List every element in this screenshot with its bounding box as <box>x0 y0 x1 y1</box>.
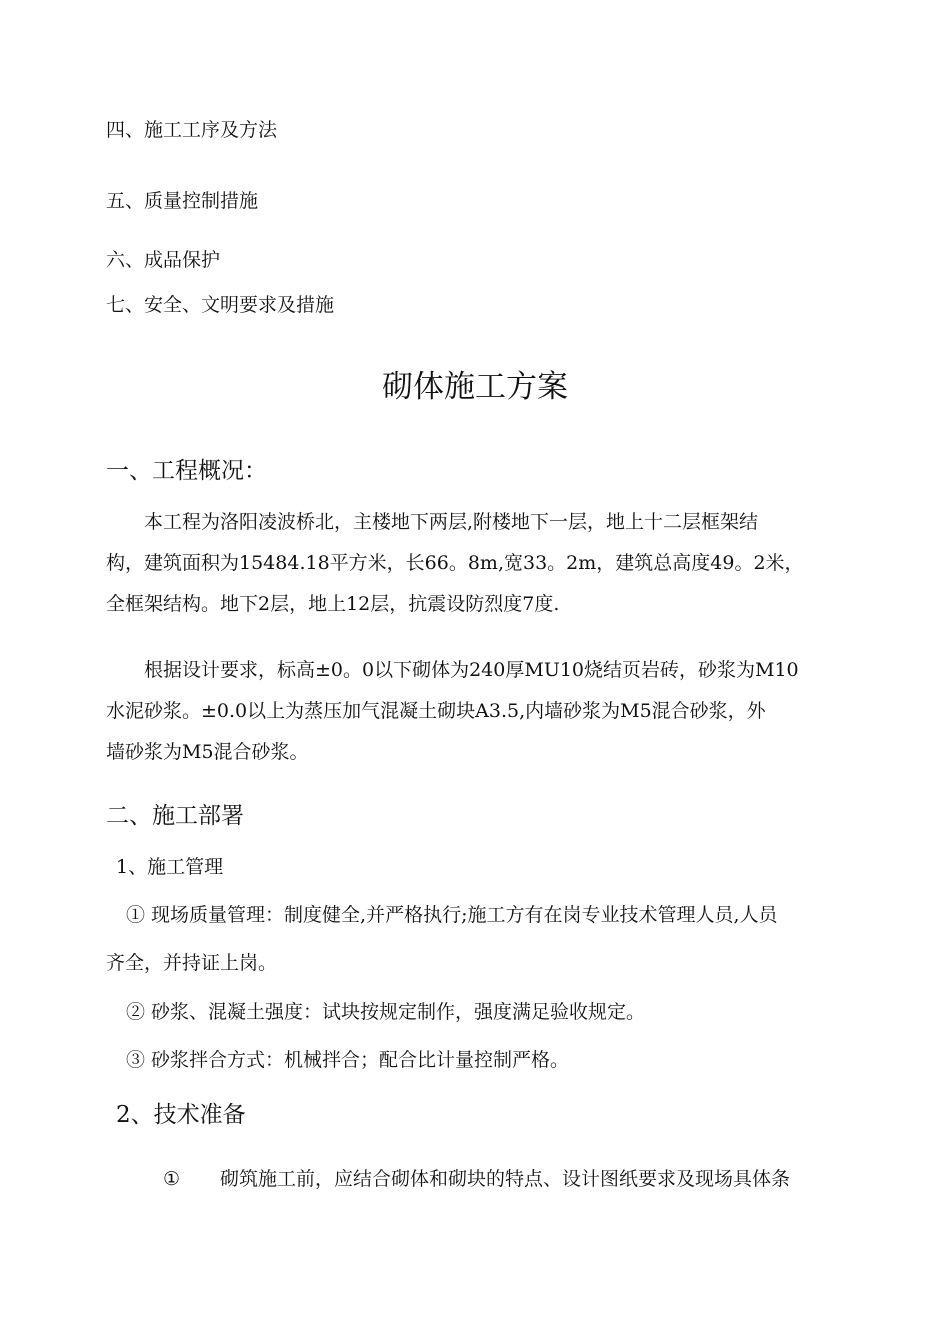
toc-item-5: 五、质量控制措施 <box>106 190 259 212</box>
paragraph-line: 墙砂浆为M5混合砂浆。 <box>106 741 309 763</box>
toc-item-7: 七、安全、文明要求及措施 <box>106 294 335 316</box>
tech-item-text: 砌筑施工前，应结合砌体和砌块的特点、设计图纸要求及现场具体条 <box>220 1168 791 1190</box>
section-heading-deployment: 二、施工部署 <box>106 803 244 829</box>
management-item-1 <box>106 891 842 987</box>
section-heading-overview: 一、工程概况： <box>106 458 267 484</box>
management-item-3 <box>106 1036 842 1084</box>
paragraph-line: 水泥砂浆。±0.0以上为蒸压加气混凝土砌块A3.5,内墙砂浆为M5混合砂浆，外 <box>106 700 766 722</box>
paragraph-line: 全框架结构。地下2层，地上12层，抗震设防烈度7度. <box>106 593 560 615</box>
paragraph-line: 根据设计要求，标高±0。0以下砌体为240厚MU10烧结页岩砖，砂浆为M10 <box>106 659 799 681</box>
toc-item-4: 四、施工工序及方法 <box>106 119 278 141</box>
item-line: ① 现场质量管理：制度健全,并严格执行;施工方有在岗专业技术管理人员,人员 <box>126 904 778 926</box>
tech-item-number: ① <box>163 1168 181 1190</box>
management-item-2 <box>106 988 842 1036</box>
paragraph-line: 构，建筑面积为15484.18平方米，长66。8m,宽33。2m，建筑总高度49。2米， <box>106 552 804 574</box>
item-line: 齐全，并持证上岗。 <box>106 952 278 974</box>
item-line: ② 砂浆、混凝土强度：试块按规定制作，强度满足验收规定。 <box>126 1001 646 1023</box>
overview-paragraph-2 <box>106 650 842 773</box>
item-line: ③ 砂浆拌合方式：机械拌合；配合比计量控制严格。 <box>126 1049 570 1071</box>
subsection-heading-tech-prep: 2、技术准备 <box>116 1102 246 1128</box>
toc-item-6: 六、成品保护 <box>106 249 221 271</box>
subsection-heading-management: 1、施工管理 <box>116 856 224 878</box>
overview-paragraph-1 <box>106 502 842 625</box>
document-title: 砌体施工方案 <box>382 369 568 405</box>
paragraph-line: 本工程为洛阳凌波桥北，主楼地下两层,附楼地下一层，地上十二层框架结 <box>106 511 759 533</box>
